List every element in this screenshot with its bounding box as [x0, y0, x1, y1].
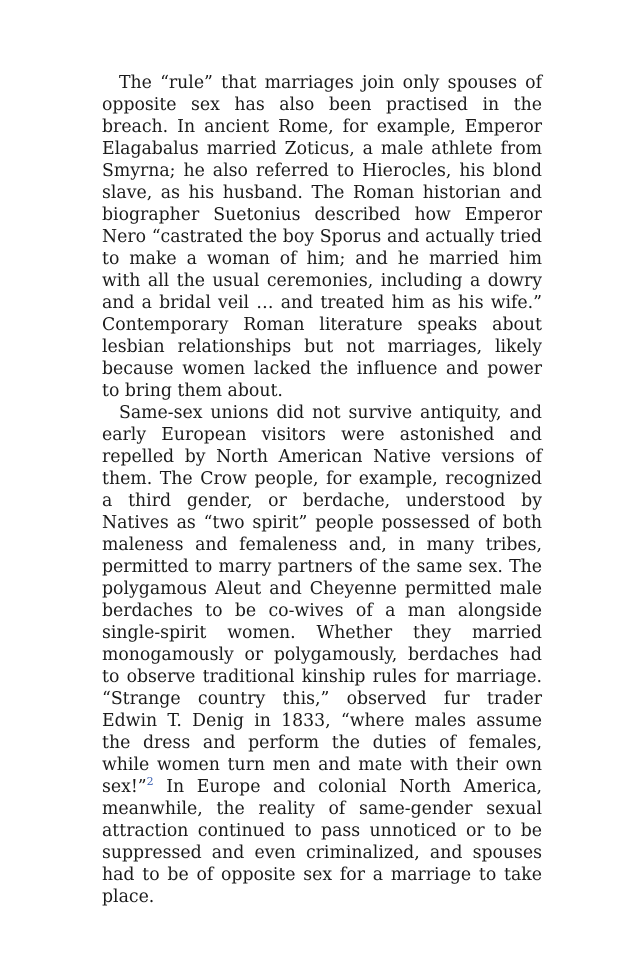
paragraph-2	[102, 402, 542, 908]
paragraph-2-text-end: In Europe and colonial North America, meanwhile, the reality of same-gender sexual attraction continued to pass unnoticed or to be suppressed and even criminalized, and spouses had to be of opposite sex for a marriage to take place.	[102, 777, 542, 907]
paragraph-1	[102, 72, 542, 402]
page-body	[102, 72, 542, 908]
footnote-2-link[interactable]: 2	[146, 775, 154, 789]
paragraph-2-text-start: Same-sex unions did not survive antiquity, and early European visitors were astonished and repelled by North American Native versions of them. The Crow people, for example, recognized a third gender, or berdache, understood by Natives as “two spirit” people possessed of both maleness and femaleness and, in many tribes, permitted to marry partners of the same sex. The polygamous Aleut and Cheyenne permitted male berdaches to be co-wives of a man alongside single-spirit women. Whether they married monogamously or polygamously, berdaches had to observe traditional kinship rules for marriage. “Strange country this,” observed fur trader Edwin T. Denig in 1833, “where males assume the dress and perform the duties of females, while women turn men and mate with their own sex!”	[102, 403, 542, 797]
paragraph-1-text: The “rule” that marriages join only spouses of opposite sex has also been practised in the breach. In ancient Rome, for example, Emperor Elagabalus married Zoticus, a male athlete from Smyrna; he also referred to Hierocles, his blond slave, as his husband. The Roman historian and biographer Suetonius described how Emperor Nero “castrated the boy Sporus and actually tried to make a woman of him; and he married him with all the usual ceremonies, including a dowry and a bridal veil … and treated him as his wife.” Contemporary Roman literature speaks about lesbian relationships but not marriages, likely because women lacked the influence and power to bring them about.	[102, 73, 542, 401]
